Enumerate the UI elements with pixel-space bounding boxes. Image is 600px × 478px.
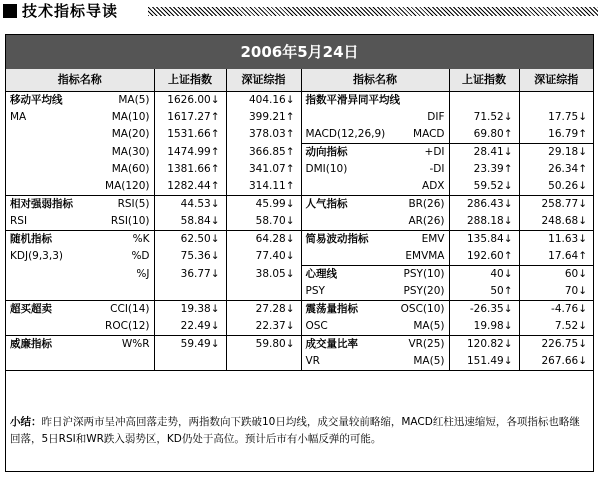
col-header-name-right: 指标名称 [301, 69, 449, 92]
kdj-param: %D [131, 250, 150, 262]
rsi-sz-value: 45.99↓ [226, 196, 301, 214]
kdj-param: %J [136, 267, 150, 280]
table-row [6, 144, 593, 162]
ma-sz-value: 366.85↑ [226, 144, 301, 162]
ma-sh-value: 1531.66↑ [154, 126, 226, 144]
psy-sz-value: 60↓ [564, 268, 587, 280]
br-param: AR(26) [408, 215, 445, 227]
ma-sh-value: 1474.99↑ [154, 144, 226, 162]
cci-sz-value: 22.37↓ [226, 318, 301, 336]
table-row [6, 266, 593, 284]
vr-param: VR(25) [408, 338, 445, 350]
rsi-sub: RSI [10, 215, 28, 227]
wr-sh-value: 59.49↓ [154, 336, 226, 354]
br-sz-value: 248.68↓ [519, 213, 593, 231]
cci-param: CCI(14) [110, 303, 150, 315]
vr-sz-value: 226.75↓ [541, 338, 587, 350]
table-row [6, 92, 593, 110]
kdj-sh-value: 36.77↓ [154, 266, 226, 284]
emv-sh-value: 192.60↑ [449, 248, 519, 266]
dmi-param: -DI [429, 163, 445, 175]
macd-sh-value: 69.80↑ [449, 126, 519, 144]
ma-sh-value: 1626.00↓ [154, 92, 226, 110]
rsi-sz-value: 58.70↓ [226, 213, 301, 231]
osc-label: 震荡量指标 [305, 303, 358, 315]
dmi-label: 动向指标 [305, 146, 348, 158]
dmi-sz-value: 26.34↑ [548, 163, 587, 175]
psy-sz-value: 70↓ [519, 283, 593, 301]
rsi-param: RSI(10) [110, 215, 150, 227]
ma-param: MA(60) [111, 163, 150, 175]
vr-sz-value: 267.66↓ [519, 353, 593, 371]
rsi-sh-value: 58.84↓ [154, 213, 226, 231]
dmi-param: ADX [422, 180, 445, 192]
table-row [6, 336, 593, 354]
br-sz-value: 258.77↓ [541, 198, 587, 210]
date-title: 2006年5月24日 [240, 43, 359, 61]
emv-sz-value: 11.63↓ [548, 233, 587, 245]
table-row [6, 318, 593, 336]
cci-label: 超买超卖 [10, 303, 52, 315]
dmi-sh-value: 23.39↑ [449, 161, 519, 178]
kdj-sz-value: 38.05↓ [226, 266, 301, 284]
ma-sub: MA [10, 111, 27, 123]
header [0, 0, 600, 24]
rsi-label: 相对强弱指标 [10, 198, 73, 210]
osc-sz-value: -4.76↓ [551, 303, 587, 315]
table-header-row [6, 69, 593, 92]
col-header-sz: 深证综指 [226, 69, 301, 92]
ma-sz-value: 378.03↑ [226, 126, 301, 144]
psy-sub: PSY [305, 285, 325, 297]
table-row [6, 161, 593, 178]
ma-sh-value: 1282.44↑ [154, 178, 226, 196]
macd-sh-value: 71.52↓ [449, 109, 519, 126]
kdj-label: 随机指标 [10, 233, 52, 245]
indicator-table [6, 69, 593, 371]
wr-sz-value: 59.80↓ [226, 336, 301, 354]
ma-param: MA(120) [105, 180, 150, 192]
ma-sz-value: 399.21↑ [226, 109, 301, 126]
ma-param: MA(5) [118, 94, 150, 106]
vr-param: MA(5) [413, 355, 445, 367]
header-hatch-bar [148, 7, 598, 16]
table-row [6, 178, 593, 196]
cci-sz-value: 27.28↓ [226, 301, 301, 319]
macd-param: MACD [413, 128, 445, 140]
table-row [6, 283, 593, 301]
dmi-sh-value: 59.52↓ [449, 178, 519, 196]
wr-label: 威廉指标 [10, 338, 52, 350]
summary [10, 414, 590, 448]
emv-label: 简易波动指标 [305, 233, 369, 245]
osc-sh-value: -26.35↓ [449, 301, 519, 319]
vr-label: 成交量比率 [305, 338, 358, 350]
kdj-sh-value: 75.36↓ [154, 248, 226, 266]
vr-sh-value: 120.82↓ [449, 336, 519, 354]
kdj-param: %K [132, 233, 150, 245]
rsi-sh-value: 44.53↓ [154, 196, 226, 214]
table-row [6, 213, 593, 231]
ma-sz-value: 314.11↑ [226, 178, 301, 196]
col-header-sz-right: 深证综指 [519, 69, 593, 92]
col-header-name: 指标名称 [6, 69, 154, 92]
table-row [6, 248, 593, 266]
psy-sh-value: 40↓ [449, 266, 519, 284]
dmi-sz-value: 50.26↓ [519, 178, 593, 196]
emv-param: EMV [421, 233, 445, 245]
psy-param: PSY(10) [403, 268, 445, 280]
emv-param: EMVMA [405, 250, 445, 262]
macd-name-cell [301, 92, 449, 110]
kdj-sub: KDJ(9,3,3) [10, 250, 63, 262]
date-bar [6, 35, 593, 69]
psy-sh-value: 50↑ [449, 283, 519, 301]
osc-param: OSC(10) [400, 303, 445, 315]
br-sh-value: 288.18↓ [449, 213, 519, 231]
macd-sub: MACD(12,26,9) [305, 128, 386, 140]
header-square-icon [3, 4, 17, 18]
dmi-param: +DI [424, 146, 445, 158]
col-header-sh-right: 上证指数 [449, 69, 519, 92]
ma-sh-value: 1381.66↑ [154, 161, 226, 178]
br-label: 人气指标 [305, 198, 348, 210]
table-row [6, 353, 593, 371]
br-param: BR(26) [408, 198, 445, 210]
dmi-sh-value: 28.41↓ [449, 144, 519, 162]
summary-text: 昨日沪深两市呈冲高回落走势，两指数向下跌破10日均线，成交量较前略缩，MACD红柱迅速缩短，各项指标也略继回落，5日RSI和WR跌入弱势区，KD仍处于高位。预计后市有小幅反弹的可能。 [10, 416, 580, 445]
rsi-param: RSI(5) [117, 198, 150, 210]
summary-label: 小结： [10, 416, 42, 428]
cci-sh-value: 22.49↓ [154, 318, 226, 336]
ma-label: 移动平均线 [10, 94, 63, 106]
ma-param: MA(20) [111, 128, 150, 140]
ma-param: MA(10) [111, 111, 150, 123]
table-row [6, 301, 593, 319]
vr-sub: VR [305, 355, 320, 367]
ma-sz-value: 404.16↓ [226, 92, 301, 110]
macd-label: 指数平滑异同平均线 [305, 94, 400, 106]
kdj-sh-value: 62.50↓ [154, 231, 226, 249]
cci-sh-value: 19.38↓ [154, 301, 226, 319]
osc-sz-value: 7.52↓ [519, 318, 593, 336]
page-title: 技术指标导读 [22, 2, 119, 20]
indicator-panel [5, 34, 594, 472]
psy-label: 心理线 [305, 268, 337, 280]
kdj-sz-value: 77.40↓ [226, 248, 301, 266]
psy-param: PSY(20) [403, 285, 445, 297]
table-row [6, 126, 593, 144]
ma-name-cell [6, 92, 154, 110]
macd-sz-value: 16.79↑ [519, 126, 593, 144]
ma-sh-value: 1617.27↑ [154, 109, 226, 126]
table-row [6, 231, 593, 249]
macd-param: DIF [427, 111, 445, 123]
vr-sh-value: 151.49↓ [449, 353, 519, 371]
osc-param: MA(5) [413, 320, 445, 332]
dmi-sz-value: 29.18↓ [548, 146, 587, 158]
table-row [6, 196, 593, 214]
macd-sz-value: 17.75↓ [548, 111, 587, 123]
kdj-sz-value: 64.28↓ [226, 231, 301, 249]
wr-param: W%R [121, 338, 150, 350]
cci-param: ROC(12) [105, 320, 150, 332]
dmi-sub: DMI(10) [305, 163, 348, 175]
osc-sh-value: 19.98↓ [449, 318, 519, 336]
emv-sz-value: 17.64↑ [519, 248, 593, 266]
emv-sh-value: 135.84↓ [449, 231, 519, 249]
table-row [6, 109, 593, 126]
col-header-sh: 上证指数 [154, 69, 226, 92]
ma-param: MA(30) [111, 145, 150, 158]
ma-sz-value: 341.07↑ [226, 161, 301, 178]
osc-sub: OSC [305, 320, 328, 332]
br-sh-value: 286.43↓ [449, 196, 519, 214]
